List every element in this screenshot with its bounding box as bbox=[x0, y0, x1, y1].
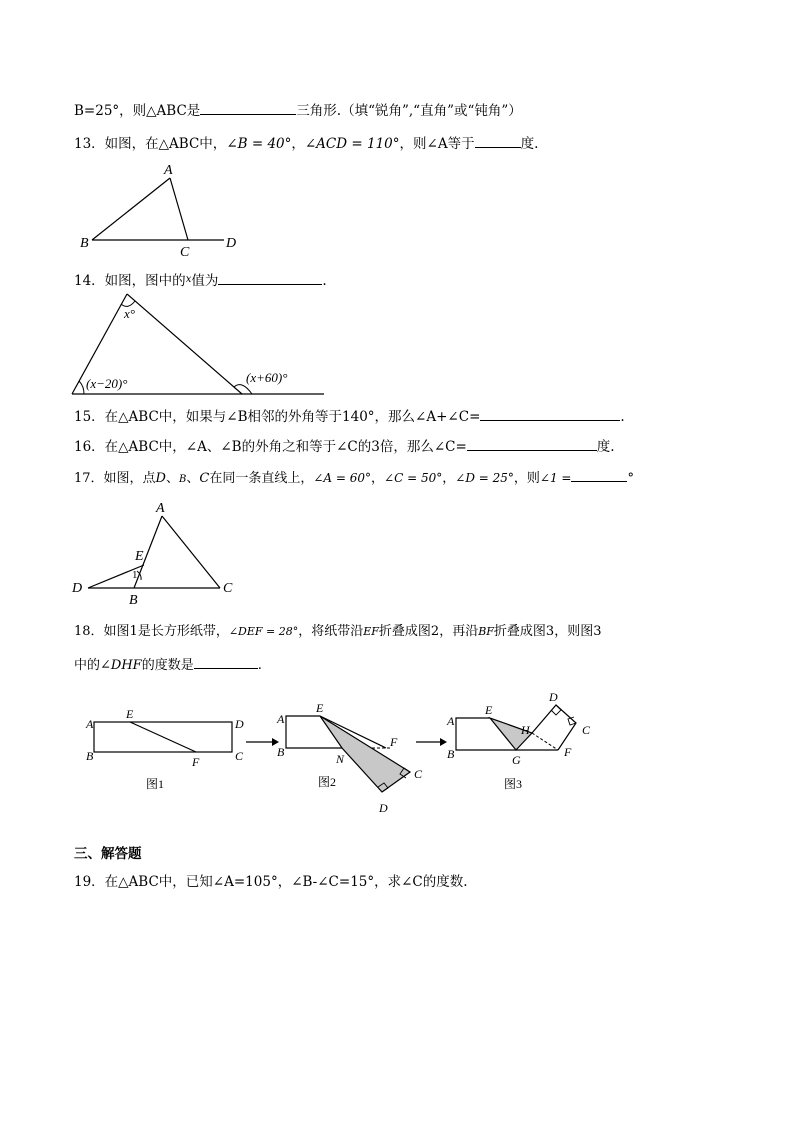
q15-answer-blank[interactable] bbox=[480, 406, 620, 421]
q13-label-B: B bbox=[80, 236, 89, 251]
q17-label-E: E bbox=[135, 549, 144, 564]
question-19: 19．在△ABC中，已知∠A=105°，∠B-∠C=15°，求∠C的度数. bbox=[74, 874, 468, 890]
q18-answer-blank[interactable] bbox=[194, 654, 258, 669]
q14-left-angle-arc bbox=[79, 381, 84, 394]
question-15: 15．在△ABC中，如果与∠B相邻的外角等于140°，那么∠A+∠C= . bbox=[74, 406, 625, 427]
fig2-label-F: F bbox=[390, 735, 398, 749]
q17-label-A: A bbox=[156, 501, 165, 516]
q18-figure-2 bbox=[276, 701, 423, 815]
section-3-title: 三、解答题 bbox=[74, 846, 142, 862]
q17-side-AC bbox=[162, 516, 220, 588]
fig2-caption: 图2 bbox=[318, 775, 337, 789]
fig2-label-N: N bbox=[336, 752, 345, 766]
arrow-1 bbox=[246, 738, 279, 746]
q18-figure-1 bbox=[85, 707, 244, 791]
q17-label-D: D bbox=[72, 581, 83, 596]
q13-answer-blank[interactable] bbox=[475, 133, 521, 148]
q14-right-side bbox=[127, 294, 242, 394]
q16-answer-blank[interactable] bbox=[467, 436, 597, 451]
fig1-label-C: C bbox=[235, 749, 244, 763]
fig3-right-angle-C bbox=[568, 717, 576, 725]
question-14: 14．如图，图中的$^x$值为 . bbox=[74, 270, 327, 291]
fig3-label-H: H bbox=[521, 723, 530, 737]
q13-figure bbox=[72, 158, 252, 260]
q13-label-D: D bbox=[226, 236, 237, 251]
fig1-label-B: B bbox=[86, 749, 94, 763]
fig3-label-F: F bbox=[564, 745, 572, 759]
q13-side-AC bbox=[170, 178, 188, 240]
q12-tail: B=25°，则△ABC是 三角形.（填“锐角”,“直角”或“钝角”） bbox=[74, 100, 522, 121]
fig1-label-A: A bbox=[86, 717, 94, 731]
fig1-label-D: D bbox=[235, 717, 244, 731]
fig2-label-E: E bbox=[316, 701, 324, 715]
fig1-crease-EF bbox=[130, 722, 196, 752]
fig3-caption: 图3 bbox=[504, 777, 523, 791]
q13-label-A: A bbox=[164, 163, 173, 178]
question-13: 13．如图，在△ABC中，∠B = 40°，∠ACD = 110°，则∠A等于 度. bbox=[74, 133, 538, 154]
q13-side-AB bbox=[92, 178, 170, 240]
fig2-label-A: A bbox=[277, 712, 285, 726]
q14-figure bbox=[70, 290, 326, 396]
fig3-label-G: G bbox=[512, 753, 521, 767]
q12-answer-blank[interactable] bbox=[200, 100, 296, 115]
q14-label-left: (x−20)° bbox=[86, 376, 128, 391]
fig3-label-D: D bbox=[549, 690, 558, 704]
fig1-label-F: F bbox=[192, 755, 200, 769]
question-17: 17．如图，点D、B、C在同一条直线上，∠A = 60°，∠C = 50°，∠D = 25°，则∠1 = ° bbox=[74, 467, 634, 490]
q13-label-C: C bbox=[180, 245, 190, 260]
q18-figure-3 bbox=[446, 690, 591, 791]
fig3-label-C: C bbox=[582, 723, 591, 737]
fig2-label-B: B bbox=[277, 745, 285, 759]
fig3-label-E: E bbox=[485, 703, 493, 717]
q17-answer-blank[interactable] bbox=[571, 467, 627, 482]
fig3-label-B: B bbox=[447, 747, 455, 761]
question-18-line2: 中的∠DHF的度数是 . bbox=[74, 654, 262, 676]
fig2-label-C: C bbox=[414, 767, 423, 781]
q17-label-1: 1 bbox=[132, 569, 138, 581]
arrow-2-head bbox=[440, 738, 447, 746]
fig1-caption: 图1 bbox=[146, 777, 165, 791]
q14-label-right: (x+60)° bbox=[246, 370, 288, 385]
arrow-2 bbox=[416, 738, 447, 746]
q17-figure bbox=[70, 498, 240, 608]
fig1-label-E: E bbox=[126, 707, 134, 721]
question-16: 16．在△ABC中，∠A、∠B的外角之和等于∠C的3倍，那么∠C= 度. bbox=[74, 436, 615, 457]
q18-figures bbox=[80, 688, 610, 820]
q17-label-B: B bbox=[129, 593, 138, 608]
q14-label-top: x° bbox=[124, 306, 135, 321]
q14-answer-blank[interactable] bbox=[218, 270, 322, 285]
fig3-hidden-edge bbox=[532, 733, 558, 750]
question-18-line1: 18．如图1是长方形纸带，∠DEF = 28°，将纸带沿EF折叠成图2，再沿BF折叠成图3，则图3 bbox=[74, 624, 602, 639]
fig3-label-A: A bbox=[447, 714, 455, 728]
fig3-folded-part bbox=[532, 705, 576, 750]
fig2-label-D: D bbox=[379, 801, 388, 815]
q17-label-C: C bbox=[223, 581, 233, 596]
